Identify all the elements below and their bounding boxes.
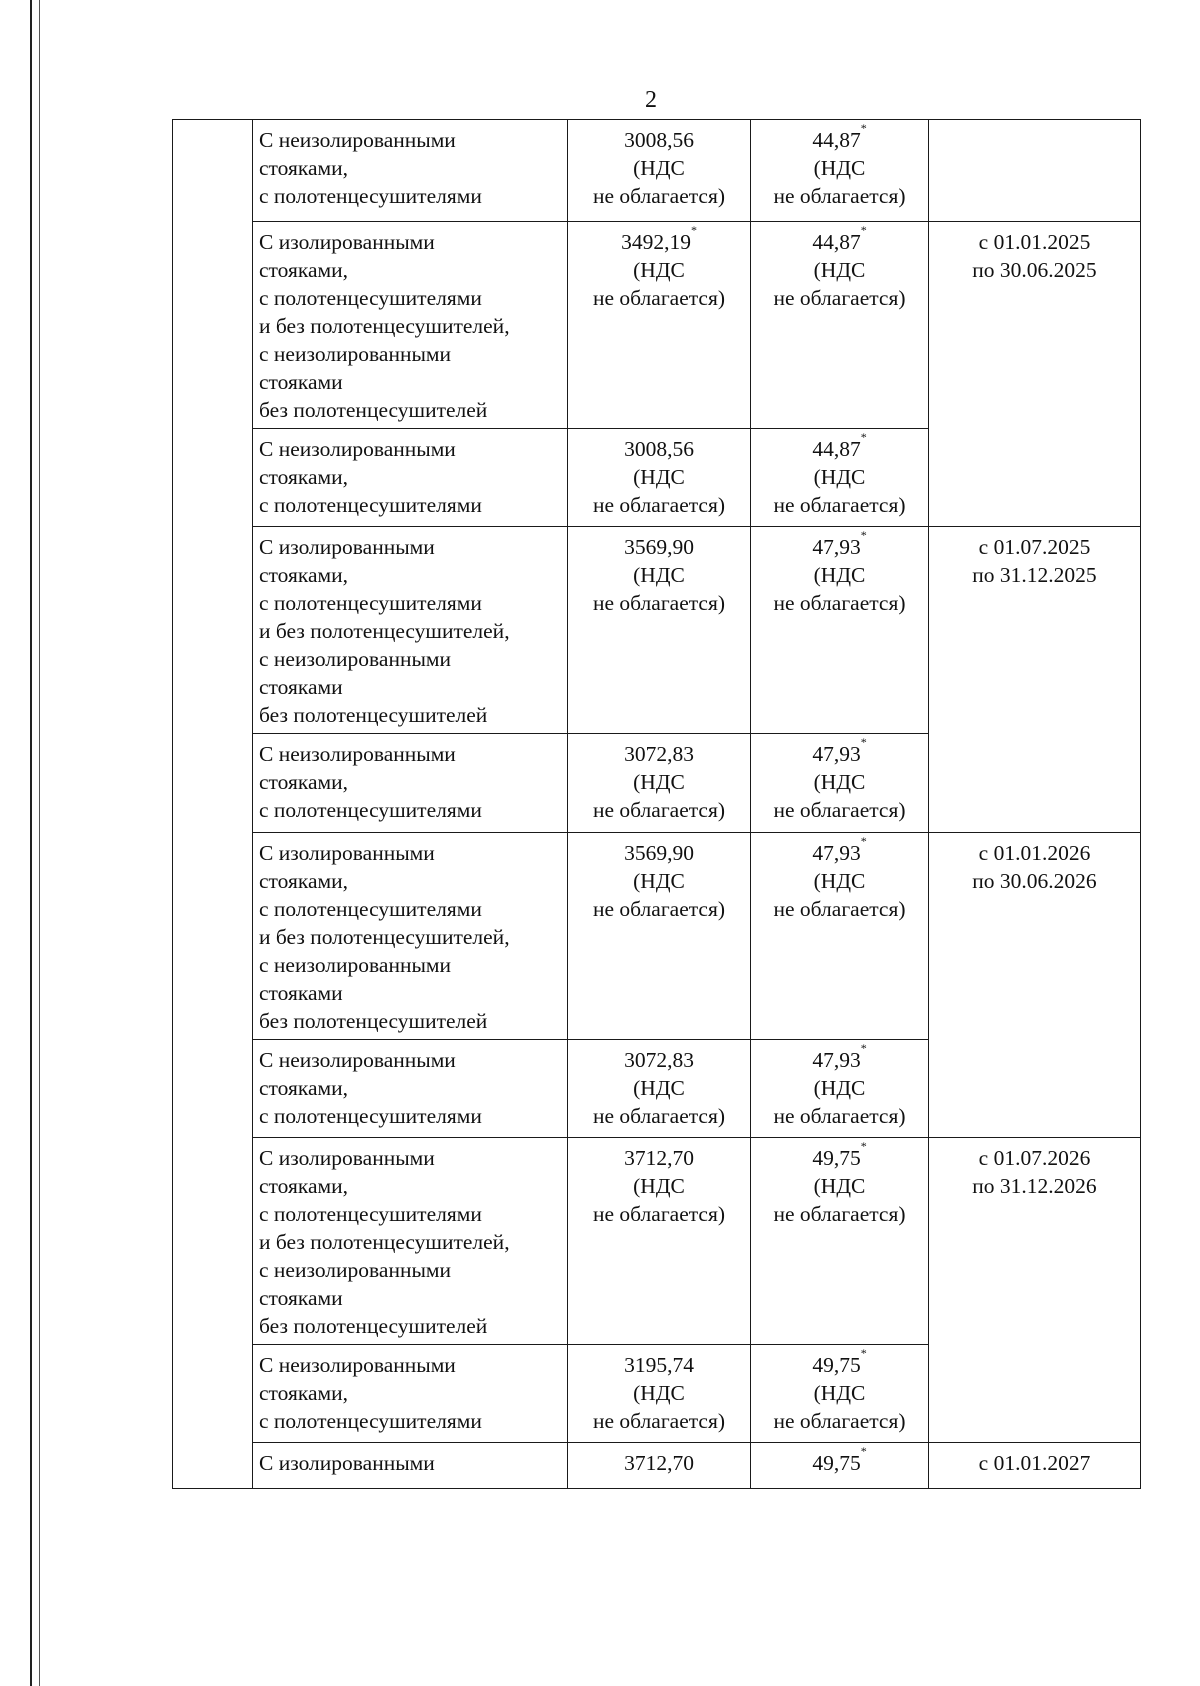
riser-description-cell [253, 1040, 568, 1138]
riser-description-line: стояками, [259, 1381, 349, 1405]
price-value: 3569,90 [624, 841, 694, 865]
riser-description-line: стояками, [259, 770, 349, 794]
norm-value: 47,93 [812, 841, 861, 865]
riser-description-line: с полотенцесушителями [259, 493, 482, 517]
norm-cell [751, 1345, 929, 1443]
price-line [574, 126, 744, 154]
vat-note: (НДС [633, 770, 685, 794]
price-line [574, 839, 744, 867]
period-start: с 01.01.2025 [978, 230, 1091, 254]
page-binding-line [30, 0, 32, 1686]
price-line [574, 1144, 744, 1172]
vat-note: не облагается) [592, 897, 725, 921]
price-cell [568, 1443, 751, 1489]
riser-description-line: с полотенцесушителями [259, 897, 482, 921]
riser-description-line: без полотенцесушителей [259, 1314, 488, 1338]
price-value: 3569,90 [624, 535, 694, 559]
riser-description-line: с полотенцесушителями [259, 1202, 482, 1226]
norm-value: 44,87 [812, 128, 861, 152]
riser-description-line: и без полотенцесушителей, [259, 1230, 510, 1254]
price-value: 3195,74 [624, 1353, 694, 1377]
riser-description-line: стояками, [259, 869, 349, 893]
riser-description-cell [253, 1138, 568, 1345]
price-cell [568, 734, 751, 833]
riser-description-cell [253, 734, 568, 833]
price-line [574, 1046, 744, 1074]
riser-description-line: С изолированными [259, 1146, 435, 1170]
vat-note: не облагается) [773, 591, 906, 615]
vat-note: не облагается) [592, 591, 725, 615]
riser-description-line: и без полотенцесушителей, [259, 619, 510, 643]
vat-note: (НДС [633, 1076, 685, 1100]
price-cell [568, 429, 751, 527]
footnote-mark: * [860, 735, 867, 749]
riser-description-line: стояками [259, 675, 343, 699]
vat-note: не облагается) [773, 184, 906, 208]
footnote-mark: * [860, 528, 867, 542]
price-value: 3008,56 [624, 437, 694, 461]
price-line [574, 435, 744, 463]
vat-note: (НДС [633, 156, 685, 180]
norm-cell [751, 527, 929, 734]
table-row [173, 527, 1141, 734]
vat-note: (НДС [813, 156, 866, 180]
riser-description-cell [253, 1345, 568, 1443]
riser-description-line: без полотенцесушителей [259, 398, 488, 422]
riser-description-line: С неизолированными [259, 1048, 456, 1072]
price-line [574, 223, 744, 256]
vat-note: не облагается) [592, 493, 725, 517]
vat-note: не облагается) [773, 1202, 906, 1226]
vat-note: не облагается) [773, 798, 906, 822]
norm-cell [751, 120, 929, 222]
riser-description-line: с полотенцесушителями [259, 798, 482, 822]
vat-note: (НДС [813, 563, 866, 587]
riser-description-line: С изолированными [259, 230, 435, 254]
riser-description-line: С неизолированными [259, 437, 456, 461]
norm-cell [751, 1443, 929, 1489]
period-start: с 01.01.2026 [978, 841, 1091, 865]
footnote-mark: * [860, 223, 867, 237]
riser-description-line: с полотенцесушителями [259, 1104, 482, 1128]
riser-description-cell [253, 1443, 568, 1489]
vat-note: (НДС [813, 770, 866, 794]
norm-cell [751, 1040, 929, 1138]
period-start: с 01.07.2026 [978, 1146, 1091, 1170]
footnote-mark: * [860, 1041, 867, 1055]
price-line [574, 1449, 744, 1477]
norm-line [757, 1346, 922, 1379]
vat-note: (НДС [813, 465, 866, 489]
norm-value: 49,75 [812, 1146, 861, 1170]
riser-description-line: С неизолированными [259, 128, 456, 152]
riser-description-line: без полотенцесушителей [259, 703, 488, 727]
table-row [173, 222, 1141, 429]
riser-description-line: стояками, [259, 156, 349, 180]
period-start: с 01.07.2025 [978, 535, 1091, 559]
vat-note: не облагается) [592, 286, 725, 310]
norm-value: 47,93 [812, 742, 861, 766]
vat-note: (НДС [633, 869, 685, 893]
price-value: 3712,70 [624, 1451, 694, 1475]
price-cell [568, 527, 751, 734]
price-line [574, 1351, 744, 1379]
riser-description-line: стояками [259, 370, 343, 394]
riser-description-line: с неизолированными [259, 647, 452, 671]
riser-description-line: с полотенцесушителями [259, 286, 482, 310]
table-row [173, 1138, 1141, 1345]
footnote-mark: * [690, 223, 697, 237]
norm-value: 44,87 [812, 230, 861, 254]
vat-note: (НДС [813, 1174, 866, 1198]
vat-note: (НДС [633, 563, 685, 587]
riser-description-line: стояками [259, 981, 343, 1005]
price-cell [568, 1040, 751, 1138]
norm-line [757, 1041, 922, 1074]
riser-description-line: и без полотенцесушителей, [259, 925, 510, 949]
price-cell [568, 1345, 751, 1443]
norm-cell [751, 429, 929, 527]
riser-description-line: стояками, [259, 563, 349, 587]
riser-description-line: с неизолированными [259, 1258, 452, 1282]
vat-note: (НДС [813, 1076, 866, 1100]
riser-description-line: стояками, [259, 1174, 349, 1198]
period-end: по 30.06.2026 [972, 869, 1097, 893]
vat-note: не облагается) [773, 1409, 906, 1433]
page-binding-line [39, 0, 40, 1686]
norm-cell [751, 1138, 929, 1345]
price-value: 3492,19 [621, 230, 691, 254]
footnote-mark: * [860, 1139, 867, 1153]
validity-period-cell [929, 1443, 1141, 1489]
riser-description-line: стояками, [259, 465, 349, 489]
validity-period-cell [929, 120, 1141, 222]
footnote-mark: * [860, 430, 867, 444]
footnote-mark: * [860, 121, 867, 135]
period-start: с 01.01.2027 [978, 1451, 1091, 1475]
riser-description-line: стояками, [259, 258, 349, 282]
price-line [574, 740, 744, 768]
riser-description-line: С неизолированными [259, 1353, 456, 1377]
tariff-table-body [173, 120, 1141, 1489]
riser-description-line: с полотенцесушителями [259, 184, 482, 208]
norm-line [757, 1444, 922, 1477]
riser-description-line: с неизолированными [259, 953, 452, 977]
norm-value: 49,75 [812, 1451, 861, 1475]
period-end: по 31.12.2025 [972, 563, 1097, 587]
price-value: 3712,70 [624, 1146, 694, 1170]
footnote-mark: * [860, 834, 867, 848]
norm-line [757, 834, 922, 867]
price-cell [568, 1138, 751, 1345]
price-value: 3072,83 [624, 742, 694, 766]
riser-description-line: без полотенцесушителей [259, 1009, 488, 1033]
riser-description-line: С изолированными [259, 841, 435, 865]
vat-note: не облагается) [773, 493, 906, 517]
tariff-table [172, 119, 1141, 1489]
riser-description-line: С неизолированными [259, 742, 456, 766]
riser-description-line: с полотенцесушителями [259, 1409, 482, 1433]
vat-note: не облагается) [592, 1409, 725, 1433]
price-cell [568, 222, 751, 429]
norm-value: 44,87 [812, 437, 861, 461]
page-number: 2 [645, 87, 657, 113]
vat-note: не облагается) [773, 286, 906, 310]
norm-cell [751, 734, 929, 833]
vat-note: не облагается) [592, 1104, 725, 1128]
price-line [574, 533, 744, 561]
norm-line [757, 223, 922, 256]
validity-period-cell [929, 527, 1141, 833]
validity-period-cell [929, 1138, 1141, 1443]
price-cell [568, 833, 751, 1040]
riser-description-cell [253, 429, 568, 527]
riser-description-line: стояками, [259, 1076, 349, 1100]
riser-description-line: и без полотенцесушителей, [259, 314, 510, 338]
riser-description-line: с полотенцесушителями [259, 591, 482, 615]
norm-line [757, 528, 922, 561]
norm-value: 47,93 [812, 535, 861, 559]
norm-line [757, 1139, 922, 1172]
riser-description-line: С изолированными [259, 1451, 435, 1475]
riser-description-line: с неизолированными [259, 342, 452, 366]
validity-period-cell [929, 833, 1141, 1138]
norm-line [757, 735, 922, 768]
price-value: 3072,83 [624, 1048, 694, 1072]
row-group-cell [173, 120, 253, 1489]
norm-line [757, 121, 922, 154]
norm-cell [751, 833, 929, 1040]
footnote-mark: * [860, 1444, 867, 1458]
vat-note: (НДС [813, 869, 866, 893]
riser-description-cell [253, 833, 568, 1040]
riser-description-line: С изолированными [259, 535, 435, 559]
vat-note: (НДС [633, 258, 685, 282]
riser-description-cell [253, 222, 568, 429]
vat-note: (НДС [813, 258, 866, 282]
vat-note: (НДС [813, 1381, 866, 1405]
period-end: по 31.12.2026 [972, 1174, 1097, 1198]
vat-note: не облагается) [592, 798, 725, 822]
table-row [173, 833, 1141, 1040]
table-row [173, 120, 1141, 222]
validity-period-cell [929, 222, 1141, 527]
vat-note: (НДС [633, 1174, 685, 1198]
norm-cell [751, 222, 929, 429]
table-row [173, 1443, 1141, 1489]
price-value: 3008,56 [624, 128, 694, 152]
vat-note: (НДС [633, 1381, 685, 1405]
riser-description-line: стояками [259, 1286, 343, 1310]
norm-value: 49,75 [812, 1353, 861, 1377]
riser-description-cell [253, 527, 568, 734]
footnote-mark: * [860, 1346, 867, 1360]
period-end: по 30.06.2025 [972, 258, 1097, 282]
vat-note: не облагается) [773, 897, 906, 921]
vat-note: не облагается) [592, 1202, 725, 1226]
norm-line [757, 430, 922, 463]
vat-note: не облагается) [773, 1104, 906, 1128]
norm-value: 47,93 [812, 1048, 861, 1072]
vat-note: не облагается) [592, 184, 725, 208]
vat-note: (НДС [633, 465, 685, 489]
price-cell [568, 120, 751, 222]
riser-description-cell [253, 120, 568, 222]
